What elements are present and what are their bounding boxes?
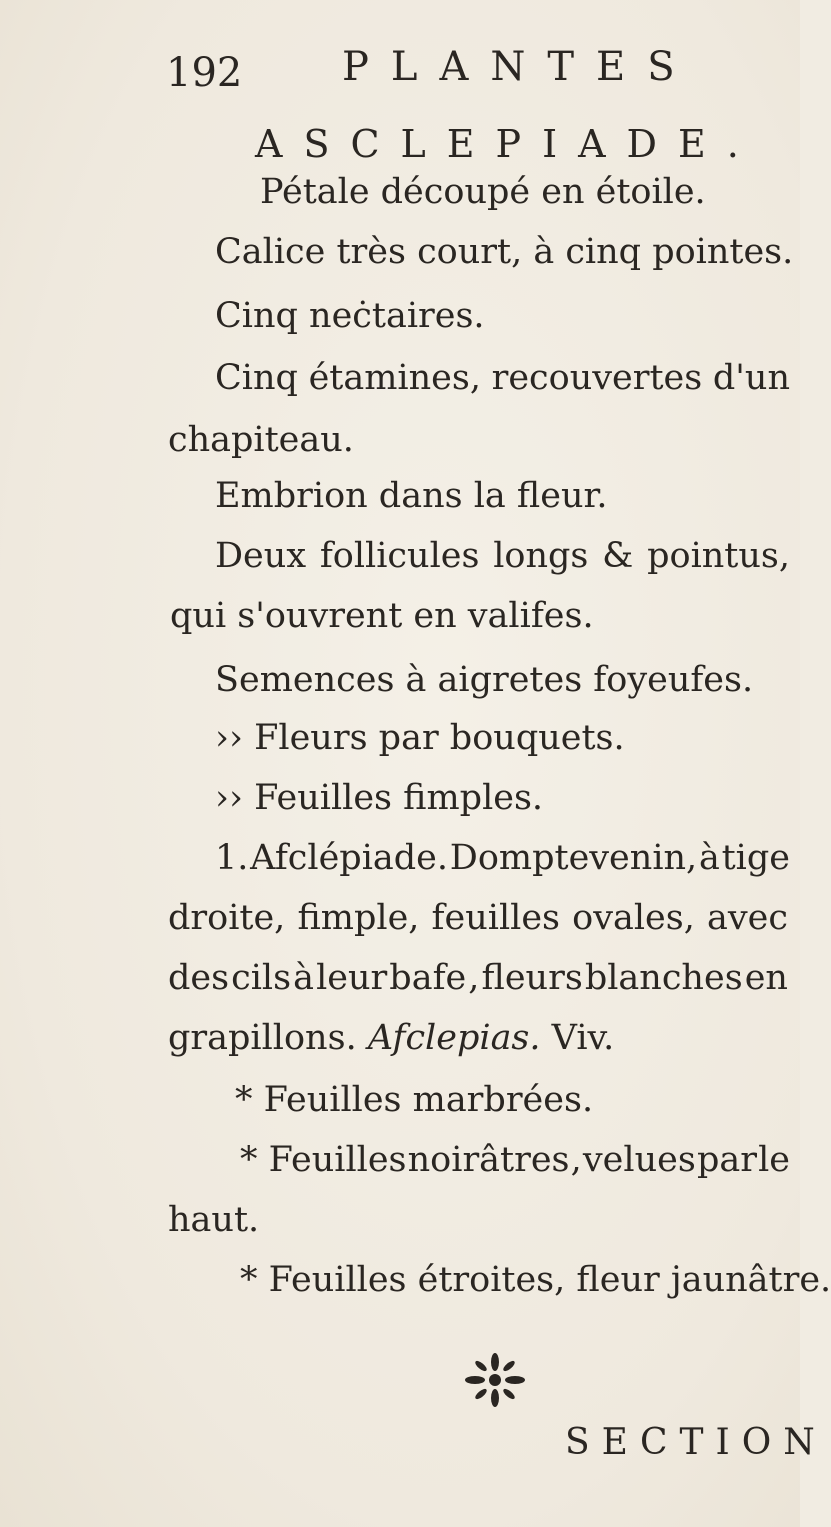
word: droite,: [168, 898, 286, 938]
text-line-feuilles-fimples: ›› Feuilles fimples.: [215, 778, 544, 818]
word: à: [698, 838, 720, 878]
catchword: SECTION: [565, 1422, 827, 1463]
text-line-fleurs-bouquets: ›› Fleurs par bouquets.: [215, 718, 625, 758]
word: avec: [706, 898, 788, 938]
word: ,: [468, 958, 480, 998]
text-line-marbrees: * Feuilles marbrées.: [235, 1080, 594, 1120]
word: ovales,: [572, 898, 695, 938]
word: étamines,: [308, 358, 481, 398]
word: Domptevenin,: [449, 838, 698, 878]
word: d'un: [712, 358, 790, 398]
word: bafe: [389, 958, 467, 998]
word: Cinq: [215, 358, 298, 398]
word: Deux: [215, 536, 307, 576]
word: tige: [721, 838, 790, 878]
word: feuilles: [431, 898, 561, 938]
text-line-grapillons: [168, 1018, 614, 1058]
text-line-nectaires: Cinq neċtaires.: [215, 296, 485, 336]
section-title: ASCLEPIADE.: [255, 122, 760, 166]
word: recouvertes: [491, 358, 703, 398]
text-line-petale: Pétale découpé en étoile.: [260, 172, 706, 212]
running-title: PLANTES: [342, 44, 697, 90]
word: * Feuilles: [240, 1140, 407, 1180]
word: longs: [493, 536, 589, 576]
page-number: 192: [166, 50, 243, 96]
word: fimple,: [297, 898, 420, 938]
word: noirâtres: [407, 1140, 570, 1180]
word: pointus,: [647, 536, 790, 576]
word: à: [293, 958, 315, 998]
text-line-follicules: [215, 536, 790, 576]
word: velues: [582, 1140, 696, 1180]
word: grapillons.: [168, 1018, 357, 1058]
floral-ornament-icon: [459, 1350, 531, 1410]
word: cils: [231, 958, 292, 998]
text-line-calice: Calice très court, à cinq pointes.: [215, 232, 794, 272]
text-line-embrion: Embrion dans la fleur.: [215, 476, 608, 516]
word: leur: [316, 958, 388, 998]
text-line-domptevenin: [215, 838, 790, 878]
word: 1.: [215, 838, 249, 878]
text-line-haut: haut.: [168, 1200, 260, 1240]
word: &: [602, 536, 634, 576]
word: ,: [570, 1140, 582, 1180]
word: fleurs: [481, 958, 583, 998]
text-line-etamines: [215, 358, 790, 398]
word: le: [758, 1140, 790, 1180]
word: Afclépiade.: [250, 838, 449, 878]
word: des: [168, 958, 230, 998]
text-line-noiratres: [240, 1140, 790, 1180]
latin-name: Afclepias.: [367, 1018, 541, 1058]
text-line-cils: [168, 958, 788, 998]
status-abbrev: Viv.: [551, 1018, 615, 1058]
text-line-chapiteau: chapiteau.: [168, 420, 354, 460]
text-line-etroites: * Feuilles étroites, fleur jaunâtre.: [240, 1260, 831, 1300]
word: en: [744, 958, 788, 998]
text-line-valifes: qui s'ouvrent en valifes.: [170, 596, 594, 636]
text-line-semences: Semences à aigretes foyeufes.: [215, 660, 754, 700]
word: blanches: [584, 958, 743, 998]
word: follicules: [319, 536, 480, 576]
text-line-droite: [168, 898, 788, 938]
word: par: [696, 1140, 757, 1180]
